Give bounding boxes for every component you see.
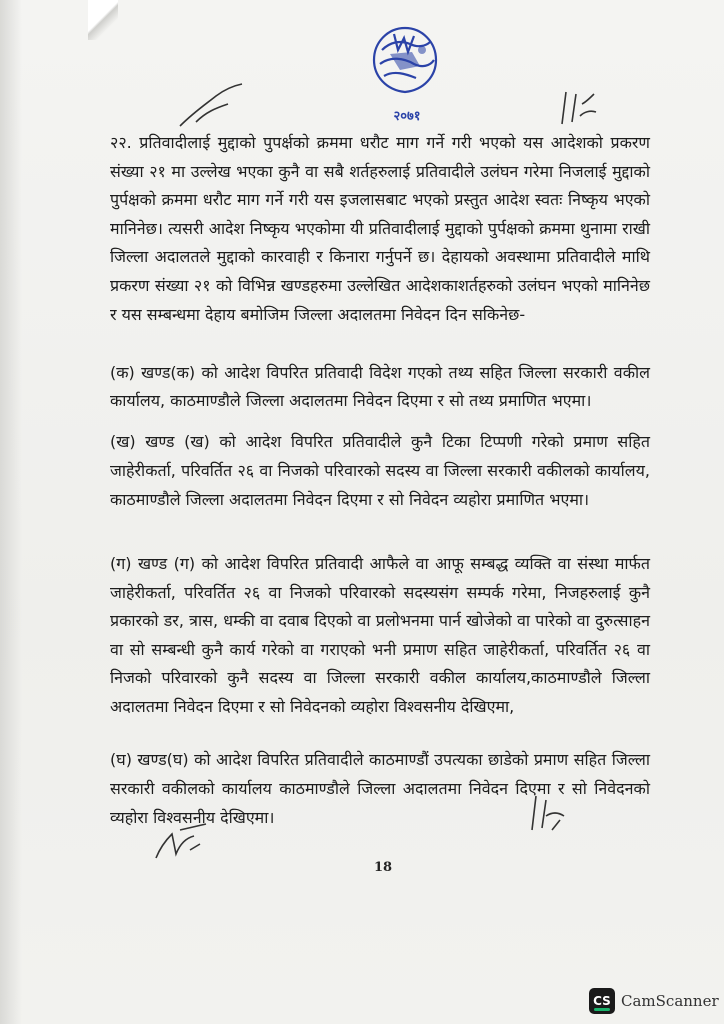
clause-ga: (ग) खण्ड (ग) को आदेश विपरित प्रतिवादी आफैले वा आफू सम्बद्ध व्यक्ति वा संस्था मार्फत जाहेरीकर्ता, परिवर्तित २६ वा निजको परिवारको सदस्यसंग सम्पर्क गरेमा, निजहरुलाई कुनै प्रकारको डर, त्रास, धम्की वा दवाब दिएको वा प्रलोभनमा पार्न खोजेको वा पारेको वा दुरुत्साहन वा सो सम्बन्धी कुनै कार्य गरेको वा गराएको भनी प्रमाण सहित जाहेरीकर्ता, परिवर्तित २६ वा निजको परिवारको कुनै सदस्य वा जिल्ला सरकारी वकील कार्यालय,काठमाण्डौले जिल्ला अदालतमा निवेदन दिएमा र सो निवेदनको व्यहोरा विश्वसनीय देखिएमा, [110, 554, 650, 716]
page-number: 18 [374, 860, 393, 875]
court-seal-icon [360, 20, 450, 120]
signature-mark-top-left [176, 82, 246, 132]
signature-initials-top-right [556, 86, 600, 130]
camscanner-watermark [589, 988, 719, 1014]
clause-gha: (घ) खण्ड(घ) को आदेश विपरित प्रतिवादीले काठमाण्डौं उपत्यका छाडेको प्रमाण सहित जिल्ला सरकारी वकीलको कार्यालय काठमाण्डौले जिल्ला अदालतमा निवेदन दिएमा र सो निवेदनको व्यहोरा विश्वसनीय देखिएमा। [110, 750, 650, 827]
clause-kha: (ख) खण्ड (ख) को आदेश विपरित प्रतिवादीले कुनै टिका टिप्पणी गरेको प्रमाण सहित जाहेरीकर्ता, परिवर्तित २६ वा निजको परिवारको सदस्य वा जिल्ला सरकारी वकीलको कार्यालय, काठमाण्डौले जिल्ला अदालतमा निवेदन दिएमा र सो निवेदन व्यहोरा प्रमाणित भएमा। [110, 432, 650, 509]
camscanner-label: CamScanner [621, 992, 719, 1010]
page-edge-shadow [0, 0, 22, 1024]
seal-year: २०७१ [393, 109, 421, 124]
paragraph-22: २२. प्रतिवादीलाई मुद्दाको पुपर्क्षको क्रममा धरौट माग गर्ने गरी भएको यस आदेशको प्रकरण संख्या २१ मा उल्लेख भएका कुनै वा सबै शर्तहरुलाई प्रतिवादीले उलंघन गरेमा निजलाई मुद्दाको पुर्पक्षको क्रममा धरौट माग गर्ने गरी यस इजलासबाट भएको प्रस्तुत आदेश स्वतः निष्कृय भएको मानिनेछ। त्यसरी आदेश निष्कृय भएकोमा यी प्रतिवादीलाई मुद्दाको पुर्पक्षको क्रममा थुनामा राखी जिल्ला अदालतले मुद्दाको कारवाही र किनारा गर्नुपर्ने छ। देहायको अवस्थामा प्रतिवादीले माथि प्रकरण संख्या २१ को विभिन्न खण्डहरुमा उल्लेखित आदेशकाशर्तहरुको उलंघन भएको मानिनेछ र यस सम्बन्धमा देहाय बमोजिम जिल्ला अदालतमा निवेदन दिन सकिनेछ- [110, 133, 650, 324]
clause-ka: (क) खण्ड(क) को आदेश विपरित प्रतिवादी विदेश गएको तथ्य सहित जिल्ला सरकारी वकील कार्यालय, काठमाण्डौले जिल्ला अदालतमा निवेदन दिएमा र सो तथ्य प्रमाणित भएमा। [110, 363, 650, 410]
camscanner-logo-icon: CS [589, 988, 615, 1014]
corner-fold [88, 0, 118, 40]
